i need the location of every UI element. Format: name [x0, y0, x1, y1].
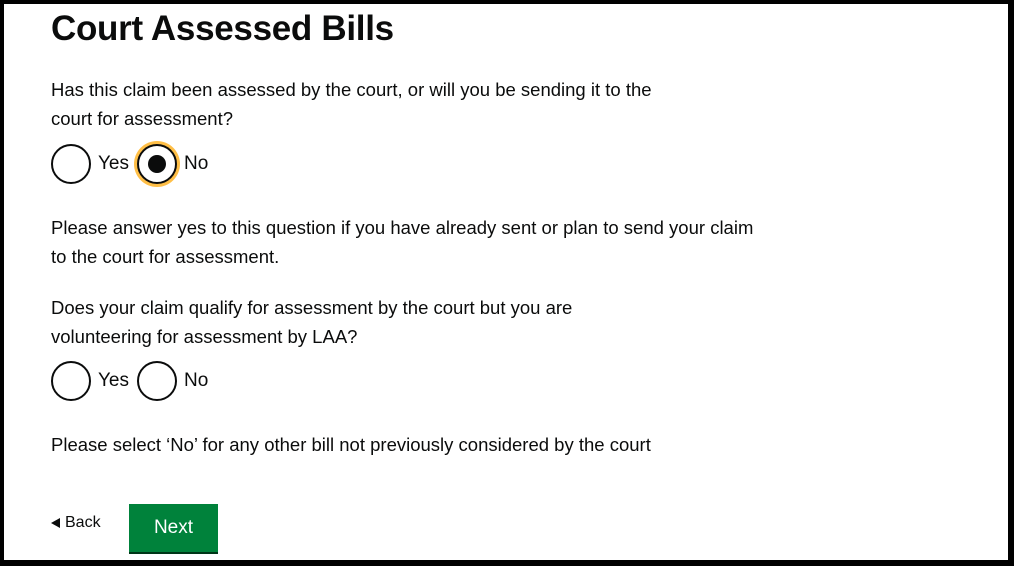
radio-label: Yes	[98, 153, 129, 174]
hint-line: Please answer yes to this question if you have already sent or plan to send your claim	[51, 217, 754, 238]
question-line: Does your claim qualify for assessment by the court but you are	[51, 297, 573, 318]
radio-circle[interactable]	[137, 361, 177, 401]
radio-court-assessed-no[interactable]	[137, 144, 208, 184]
back-link[interactable]	[51, 514, 101, 532]
back-label: Back	[65, 514, 101, 531]
hint-line: to the court for assessment.	[51, 246, 280, 267]
radio-circle-selected[interactable]	[137, 144, 177, 184]
radio-label: No	[184, 153, 209, 174]
radio-circle[interactable]	[51, 144, 91, 184]
hint-court-assessed	[51, 213, 771, 271]
page-title: Court Assessed Bills	[51, 9, 394, 48]
next-button[interactable]: Next	[129, 504, 218, 552]
radio-circle[interactable]	[51, 361, 91, 401]
hint-line: Please select ‘No’ for any other bill not previously considered by the court	[51, 434, 651, 455]
question-court-assessed	[51, 75, 771, 133]
hint-other-bill	[51, 430, 771, 459]
radio-group-court-assessed	[51, 144, 216, 184]
radio-label: No	[184, 370, 209, 391]
question-line: court for assessment?	[51, 108, 233, 129]
radio-group-volunteer-laa	[51, 361, 216, 401]
radio-volunteer-no[interactable]	[137, 361, 208, 401]
radio-label: Yes	[98, 370, 129, 391]
radio-volunteer-yes[interactable]	[51, 361, 129, 401]
radio-court-assessed-yes[interactable]	[51, 144, 129, 184]
question-line: Has this claim been assessed by the court, or will you be sending it to the	[51, 79, 652, 100]
left-triangle-icon	[51, 518, 60, 528]
question-line: volunteering for assessment by LAA?	[51, 326, 358, 347]
question-volunteer-laa	[51, 293, 771, 351]
